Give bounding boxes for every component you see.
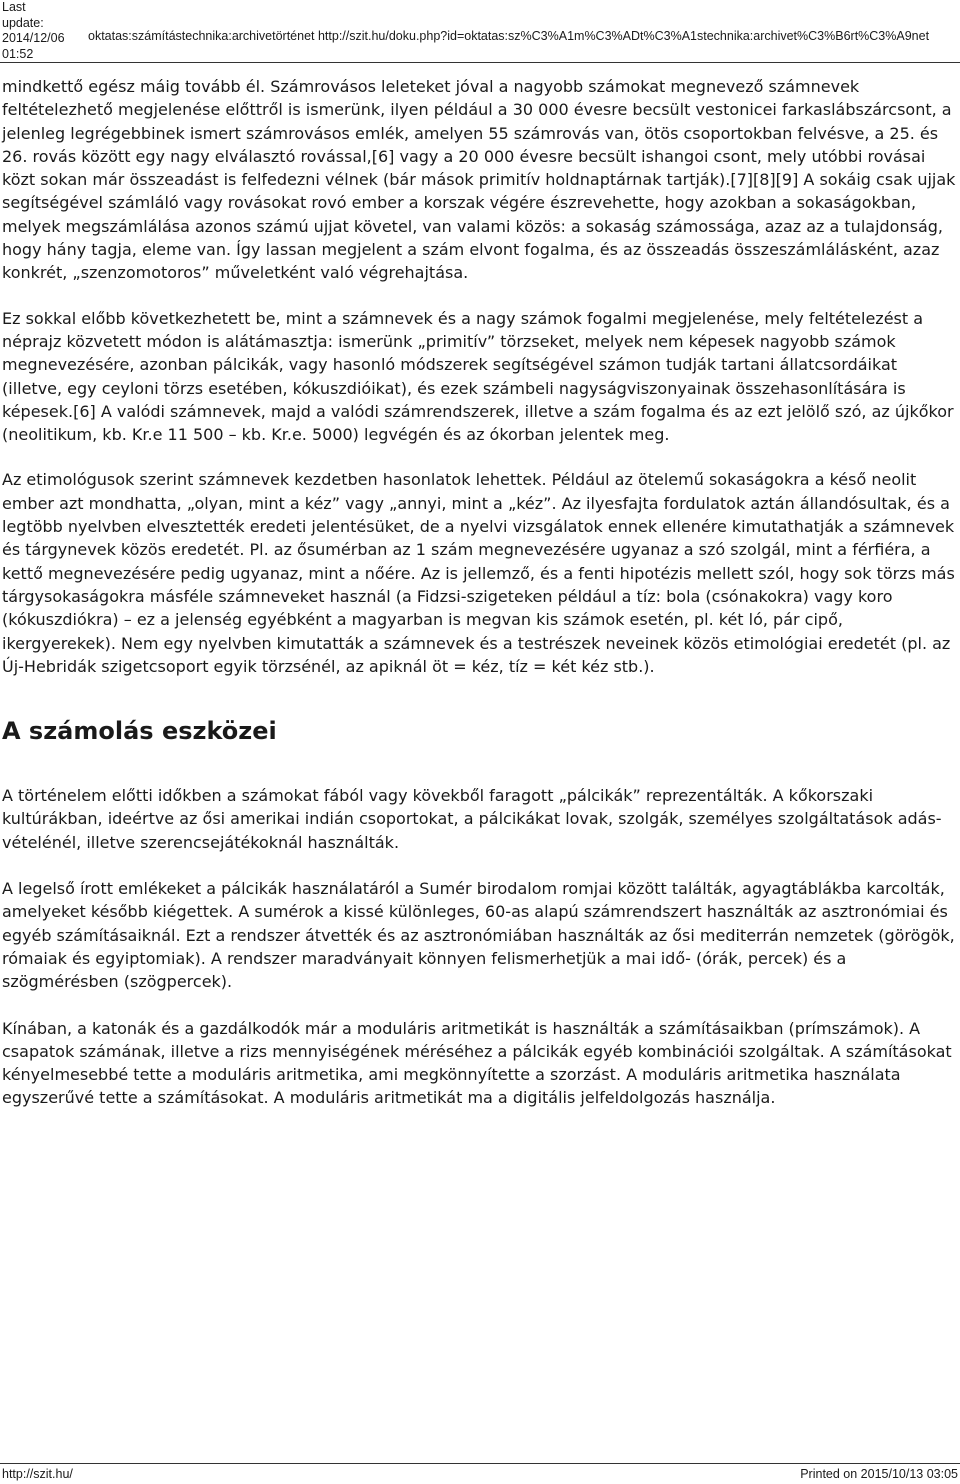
section-heading: A számolás eszközei [2,717,277,746]
print-date: Printed on 2015/10/13 03:05 [800,1467,958,1481]
paragraph: Kínában, a katonák és a gazdálkodók már a moduláris aritmetikát is használták a számításaikban (prímszámok). A csapatok számának, illetve a rizs mennyiségének méréséhez a pálcikák egyéb kombinációi szolgáltak. A számításokat kényelmesebbé tette a moduláris aritmetika, ami megkönnyítette a szorzást. A moduláris aritmetika használata egyszerűvé tette a számításokat. A moduláris aritmetikát ma a digitális jelfeldolgozás használja. [2,1018,952,1108]
page-header [0,0,960,63]
paragraph: Ez sokkal előbb következhetett be, mint a számnevek és a nagy számok fogalmi megjelenése, mely feltételezést a néprajz közvetett módon is alátámasztja: ismerünk „primitív” törzseket, melyek nem képesek nagyobb számok megnevezésére, azonban pálcikák, vagy hasonló módszerek segítségével számon tudják tartani állatcsordáikat (illetve, egy ceyloni törzs esetében, kókuszdióikat), és ezek számbeli nagyságviszonyainak összehasonlítására is képesek.[6] A valódi számnevek, majd a valódi számrendszerek, illetve a szám fogalma és az ezt jelölő szó, az újkőkor (neolitikum, kb. Kr.e 11 500 – kb. Kr.e. 5000) legvégén és az ókorban jelentek meg. [2,308,954,445]
paragraph: A legelső írott emlékeket a pálcikák használatáról a Sumér birodalom romjai között találták, agyagtáblákba karcolták, amelyeket később kiégettek. A sumérok a kissé különleges, 60-as alapú számrendszert használták az asztronómiai és egyéb számításaiknál. Ezt a rendszer átvették és az asztronómiában használták az ősi mediterrán nemzetek (görögök, rómaiak és egyiptomiak). A rendszer maradványait könnyen felismerhetjük a mai idő- (órák, percek) és a szögmérésben (szögpercek). [2,879,955,992]
page-footer [0,1463,960,1484]
site-url: http://szit.hu/ [2,1467,73,1481]
paragraph: Az etimológusok szerint számnevek kezdetben hasonlatok lehettek. Például az ötelemű sokaságokra a késő neolit ember azt mondhatta, „olyan, mint a kéz” vagy „annyi, mint a „kéz”. Az ilyesfajta fordulatok aztán állandósultak, és a legtöbb nyelvben elvesztették eredeti jelentésüket, de a nyelvi vizsgálatok ennek ellenére kimutathatják a számnevek és tárgynevek közös eredetét. Pl. az ősumérban az 1 szám megnevezésére ugyanaz a szó szolgál, mint a férfiéra, a kettő megnevezésére pedig ugyanaz, mint a nőére. Az is jellemző, és a fenti hipotézis mellett szól, hogy sok törzs más tárgysokaságokra másféle számneveket használ (a Fidzsi-szigeteken például a tíz: bola (csónakokra) vagy koro (kókuszdiókra) – ez a jelenség egyébként a magyarban is megvan kis számok esetén, pl. két ló, pár cipő, ikergyerekek). Nem egy nyelvben kimutatták a számnevek és a testrészek neveinek közös etimológiai eredetét (pl. az Új-Hebridák szigetcsoport egyik törzsénél, az apiknál öt = kéz, tíz = két kéz stb.). [2,470,955,676]
last-update-info: Last update: 2014/12/06 01:52 [2,0,65,61]
page-path: oktatas:számítástechnika:archivetörténet http://szit.hu/doku.php?id=oktatas:sz%C3%A1m%C3%ADt%C3%A1stechnika:archivet%C3%B6rt%C3%A9net [88,29,930,43]
document-body [2,75,956,1110]
paragraph: A történelem előtti időkben a számokat fából vagy kövekből faragott „pálcikák” reprezentálták. A kőkorszaki kultúrákban, ideértve az ősi amerikai indián csoportokat, a pálcikákat lovak, szolgák, személyes szolgáltatások adás-vételénél, illetve szerencsejátékoknál használták. [2,786,942,852]
paragraph: mindkettő egész máig tovább él. Számrovásos leleteket jóval a nagyobb számokat megnevező számnevek feltételezhető megjelenése előttről is ismerünk, ilyen például a 30 000 évesre becsült vestonicei farkaslábszárcsont, a jelenleg legrégebbinek ismert számrovásos emlék, amelyen 55 számrovás van, ötös csoportokban felvésve, a 25. és 26. rovás között egy nagy elválasztó rovással,[6] vagy a 20 000 évesre becsült ishangoi csont, mely utóbbi rovásai közt sokan már összeadást is felfedezni vélnek (bár mások primitív holdnaptárnak tartják).[7][8][9] A sokáig csak ujjak segítségével számláló vagy rovásokat rovó ember a korszak végére észrevehette, hogy azokban a sokaságokban, melyek megszámlálása azonos számú ujjat követel, van valami közös: a sokaság számossága, azaz az a tulajdonság, hogy hány tagja, eleme van. Így lassan megjelent a szám elvont fogalma, és az összeadás összeszámlálásként, azaz konkrét, „szenzomotoros” műveletként való végrehajtása. [2,77,956,283]
